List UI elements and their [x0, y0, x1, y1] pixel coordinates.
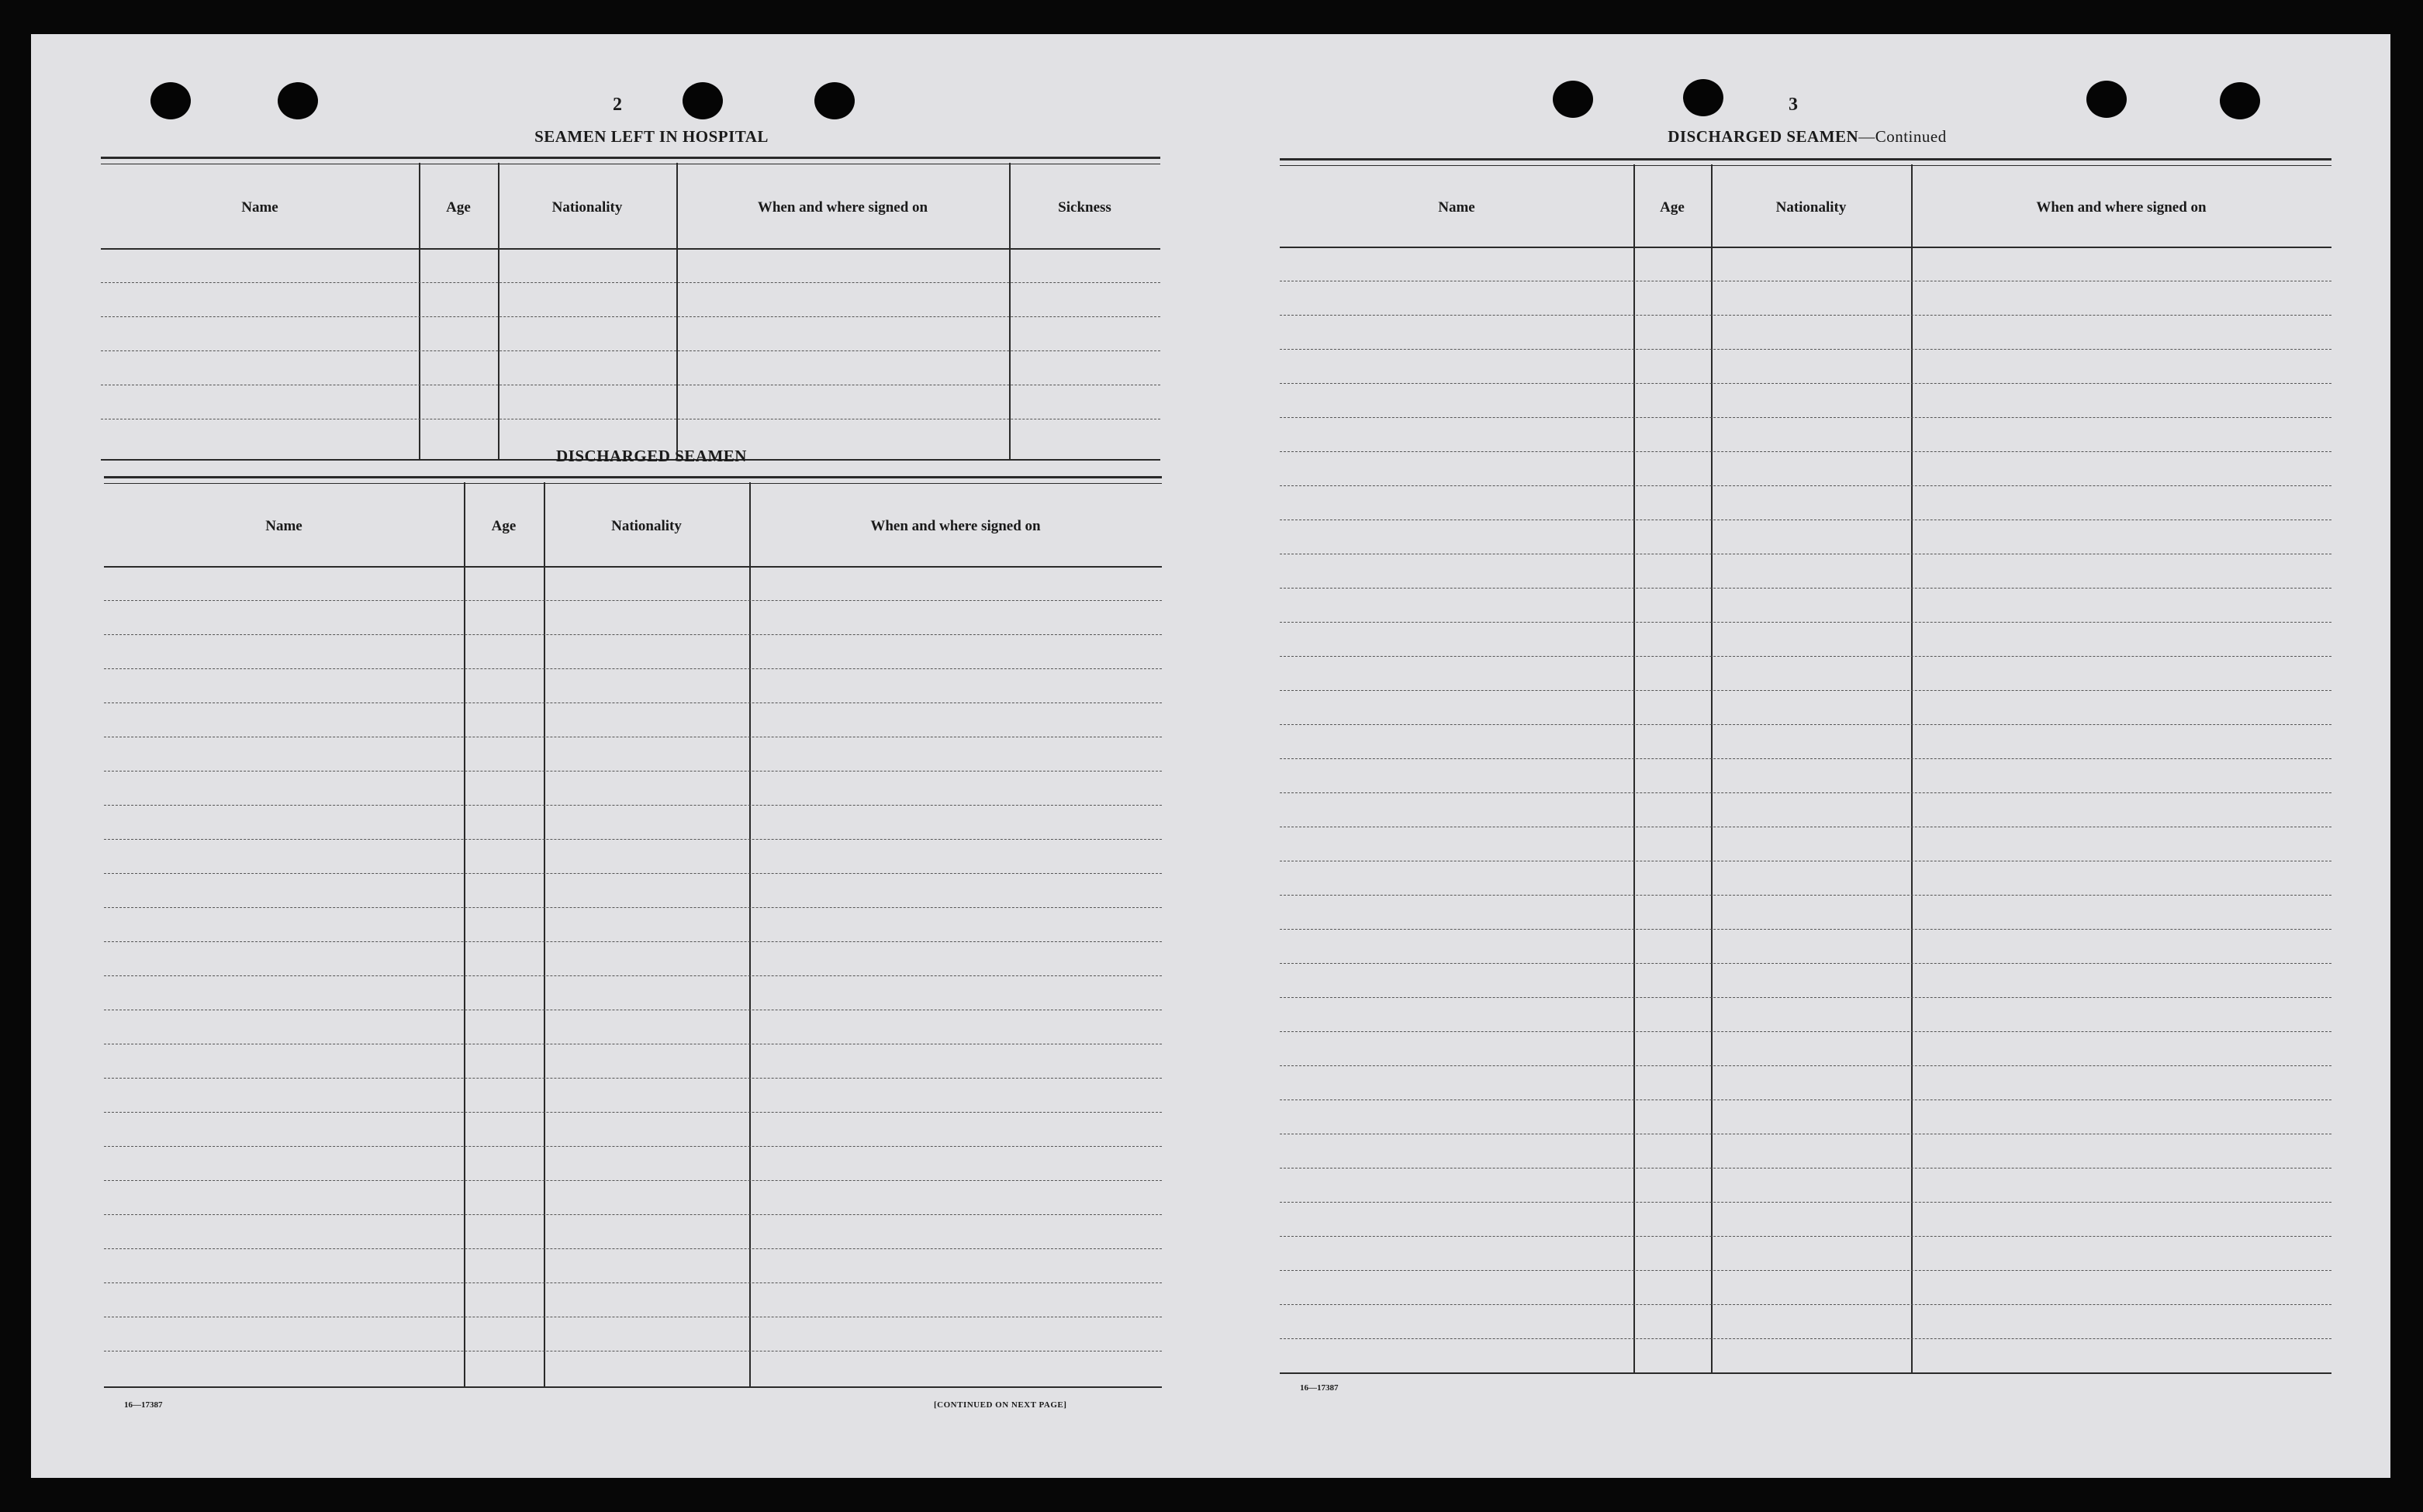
- ruled-row: [1280, 1168, 2331, 1169]
- ruled-row: [1280, 1270, 2331, 1271]
- column-header: Name: [241, 199, 278, 216]
- ruled-row: [104, 1180, 1162, 1181]
- ruled-row: [1280, 1099, 2331, 1100]
- ruled-row: [1280, 724, 2331, 725]
- column-divider: [1633, 164, 1635, 1374]
- ruled-row: [1280, 1202, 2331, 1203]
- column-divider: [544, 482, 545, 1388]
- continued-note: [CONTINUED ON NEXT PAGE]: [934, 1400, 1067, 1410]
- ruled-row: [104, 975, 1162, 976]
- page-number: 2: [613, 95, 622, 115]
- header-rule: [101, 248, 1160, 250]
- ruled-row: [1280, 929, 2331, 930]
- ruled-row: [1280, 758, 2331, 759]
- ruled-row: [1280, 383, 2331, 384]
- column-header: Sickness: [1058, 199, 1111, 216]
- table-bottom-rule: [104, 1386, 1162, 1388]
- table-bottom-rule: [1280, 1372, 2331, 1374]
- ruled-row: [104, 873, 1162, 874]
- column-header: When and where signed on: [757, 199, 928, 216]
- ruled-row: [1280, 997, 2331, 998]
- section-title-suffix: —Continued: [1858, 127, 1947, 146]
- ruled-row: [101, 350, 1160, 351]
- column-header: Nationality: [1775, 199, 1847, 216]
- table-top-rule: [101, 157, 1160, 164]
- column-header: Nationality: [551, 199, 623, 216]
- form-number: 16—17387: [1300, 1383, 1339, 1393]
- ruled-row: [1280, 588, 2331, 589]
- column-header: When and where signed on: [870, 518, 1041, 534]
- ruled-row: [1280, 656, 2331, 657]
- column-divider: [1911, 164, 1913, 1374]
- punch-hole: [278, 82, 318, 119]
- ruled-row: [104, 634, 1162, 635]
- header-rule: [1280, 247, 2331, 248]
- column-divider: [749, 482, 751, 1388]
- section-title-text: DISCHARGED SEAMEN: [1668, 127, 1859, 146]
- ruled-row: [104, 1248, 1162, 1249]
- column-header: Age: [446, 199, 471, 216]
- ruled-row: [104, 1078, 1162, 1079]
- ruled-row: [104, 668, 1162, 669]
- ruled-row: [101, 316, 1160, 317]
- section-title: SEAMEN LEFT IN HOSPITAL: [534, 127, 769, 146]
- column-divider: [1711, 164, 1713, 1374]
- ruled-row: [1280, 792, 2331, 793]
- column-header: When and where signed on: [2036, 199, 2207, 216]
- ruled-row: [1280, 895, 2331, 896]
- column-divider: [464, 482, 465, 1388]
- ruled-row: [1280, 1031, 2331, 1032]
- ruled-row: [104, 1146, 1162, 1147]
- ruled-row: [1280, 485, 2331, 486]
- punch-hole: [683, 82, 723, 119]
- ruled-row: [1280, 1304, 2331, 1305]
- discharged-continued-table: [1280, 158, 2331, 1374]
- ruled-row: [1280, 1236, 2331, 1237]
- ruled-row: [104, 1214, 1162, 1215]
- page-number: 3: [1789, 95, 1798, 115]
- punch-hole: [1683, 79, 1723, 116]
- ruled-row: [1280, 690, 2331, 691]
- ruled-row: [104, 941, 1162, 942]
- ruled-row: [1280, 451, 2331, 452]
- discharged-table: [104, 476, 1162, 1388]
- ruled-row: [104, 805, 1162, 806]
- punch-hole: [2220, 82, 2260, 119]
- punch-hole: [2086, 81, 2127, 118]
- column-header: Nationality: [611, 518, 682, 534]
- hospital-table: [101, 157, 1160, 461]
- ruled-row: [1280, 1065, 2331, 1066]
- table-top-rule: [104, 476, 1162, 484]
- ruled-row: [104, 907, 1162, 908]
- header-rule: [104, 566, 1162, 568]
- ruled-row: [104, 1282, 1162, 1283]
- ruled-row: [104, 600, 1162, 601]
- punch-hole: [1553, 81, 1593, 118]
- table-top-rule: [1280, 158, 2331, 166]
- section-title: [1505, 127, 2110, 147]
- ruled-row: [104, 839, 1162, 840]
- ruled-row: [1280, 315, 2331, 316]
- column-header: Age: [1660, 199, 1685, 216]
- ruled-row: [1280, 622, 2331, 623]
- punch-hole: [150, 82, 191, 119]
- ruled-row: [1280, 963, 2331, 964]
- punch-hole: [814, 82, 855, 119]
- column-header: Name: [265, 518, 302, 534]
- ruled-row: [1280, 1338, 2331, 1339]
- column-header: Age: [491, 518, 517, 534]
- ruled-row: [101, 282, 1160, 283]
- form-sheet: [31, 34, 2390, 1478]
- ruled-row: [104, 702, 1162, 703]
- ruled-row: [104, 1112, 1162, 1113]
- ruled-row: [1280, 349, 2331, 350]
- ruled-row: [104, 771, 1162, 772]
- ruled-row: [1280, 417, 2331, 418]
- section-title: DISCHARGED SEAMEN: [556, 447, 747, 465]
- form-number: 16—17387: [124, 1400, 163, 1410]
- column-header: Name: [1438, 199, 1475, 216]
